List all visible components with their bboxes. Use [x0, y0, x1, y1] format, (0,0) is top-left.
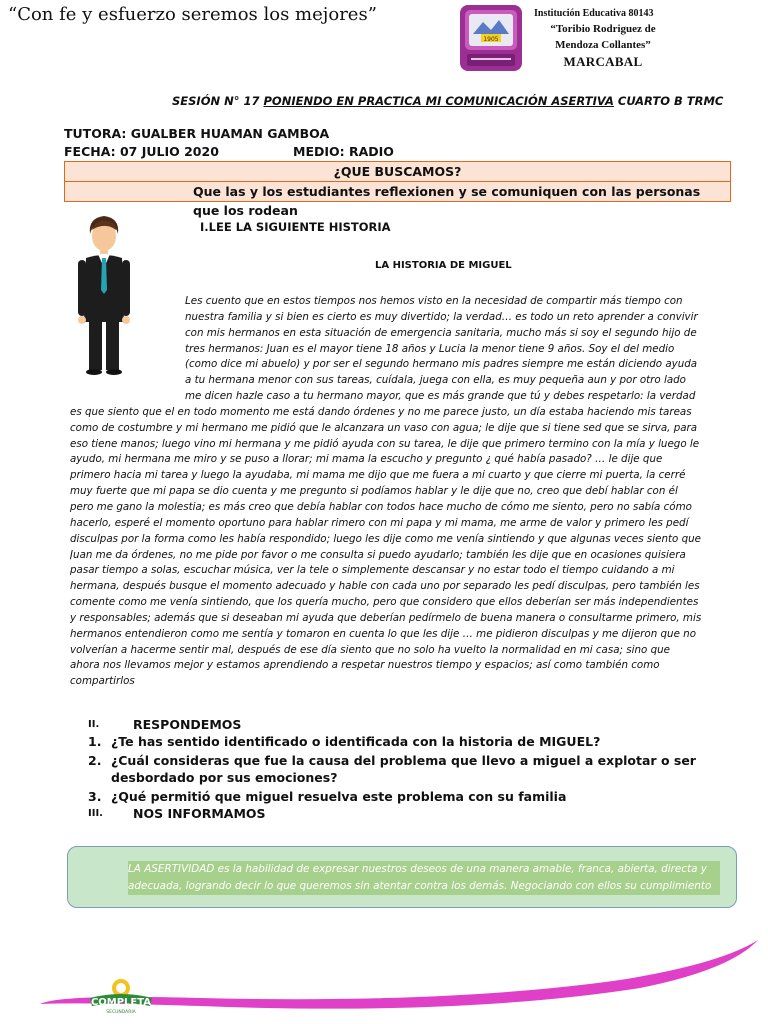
story-line: a tu hermana menor con sus tareas, cuídala, juega con ella, es muy pequeña aun y por otro lado — [185, 374, 686, 387]
questions-section — [88, 716, 728, 822]
definition-box — [67, 846, 737, 908]
story-line: (como dice mi abuelo) y por ser el segundo hermano mis padres siempre me están diciendo ayuda — [185, 358, 698, 371]
question-number: 3. — [88, 789, 102, 804]
section-2-heading-row — [88, 716, 728, 733]
story-title: LA HISTORIA DE MIGUEL — [375, 260, 512, 271]
question-text: ¿Cuál consideras que fue la causa del problema que llevo a miguel a explotar o ser desbordado por sus emociones? — [111, 753, 696, 785]
goal-answer: Que las y los estudiantes reflexionen y se comuniquen con las personas que los rodean — [193, 184, 701, 218]
story-line: como de costumbre y mi hermano me pidió que le alcanzara un vaso con agua; le dije que si tiene sed que se sirva, para — [70, 421, 698, 434]
section-3-number: III. — [88, 808, 103, 819]
story-line: Juan me da órdenes, no me pide por favor o me consulta si puedo ayudarlo; también les dije que en ocasiones quisiera — [70, 548, 686, 561]
school-motto: “Con fe y esfuerzo seremos los mejores” — [8, 4, 377, 25]
story-line: volverían a hacerme sentir mal, después de ese día siento que no solo ha vuelto la normalidad en mi casa; sino que — [70, 643, 670, 656]
tutor-label: TUTORA: GUALBER HUAMAN GAMBOA — [64, 126, 330, 141]
story-line: me dicen hazle caso a tu hermano mayor, que es más grande que tú y debes respetarlo: la verdad — [185, 390, 696, 403]
story-line: tres hermanos: Juan es el mayor tiene 18 años y Lucia la menor tiene 9 años. Soy el del medio — [185, 342, 675, 355]
story-line: disculpas por la forma como les había respondido; luego les dije como me venía sintiendo y que algunas veces siento que — [70, 532, 701, 545]
story-line: es que siento que el en todo momento me está dando órdenes y no me parece justo, un día estaba haciendo mis tareas — [70, 405, 692, 418]
question-number: 1. — [88, 734, 102, 749]
logo-subtext: SECUNDARIA — [106, 1010, 136, 1015]
school-emblem — [459, 4, 523, 72]
question-item — [88, 788, 728, 805]
section-2-heading: RESPONDEMOS — [133, 717, 242, 732]
emblem-year: 1905 — [483, 36, 499, 43]
section-1-heading: I.LEE LA SIGUIENTE HISTORIA — [200, 220, 391, 234]
story-line: compartirlos — [70, 675, 135, 688]
story-line: pasar tiempo a solas, escuchar música, ver la tele o simplemente descansar y no estar todo el tiempo cuidando a mi — [70, 564, 675, 577]
date-label: FECHA: 07 JULIO 2020 — [64, 144, 219, 159]
question-item — [88, 752, 728, 786]
goal-answer-box — [64, 181, 731, 218]
school-name-line1: Institución Educativa 80143 — [534, 8, 654, 19]
story-line: con mis hermanos en esta situación de emergencia sanitaria, mucho más si soy el segundo hijo de — [185, 326, 697, 339]
session-number: SESIÓN N° 17 — [172, 94, 264, 108]
story-line: primero hacia mi tarea y luego la ayudaba, mi mama me dijo que me fuera a mi cuarto y que cierre mi puerta, la cerré — [70, 469, 686, 482]
story-line: pero me gano la molestia; es más creo que debía hablar con todos hace mucho de cómo me siento, pero no sabía cómo — [70, 500, 692, 513]
session-group: CUARTO B TRMC — [613, 94, 724, 108]
story-line: y responsables; además que si deseaban mi ayuda que deberían pedírmelo de buena manera o consultarme primero, mis — [70, 611, 702, 624]
story-line: Les cuento que en estos tiempos nos hemos visto en la necesidad de compartir más tiempo con — [185, 295, 683, 307]
goal-question: ¿QUE BUSCAMOS? — [64, 161, 731, 182]
story-line: eso tiene manos; luego vino mi hermana y me pidió ayuda con su tarea, le dije que primero termino con la mía y luego le — [70, 437, 700, 450]
question-text: ¿Qué permitió que miguel resuelva este problema con su familia — [111, 789, 567, 804]
story-line: muy fuerte que mi papa se dio cuenta y me pregunto si podíamos hablar y le dije que no, creo que debí hablar con él — [70, 485, 678, 498]
session-title — [172, 94, 723, 108]
story-line: nuestra familia y si bien es cierto es muy divertido; la verdad… es todo un reto aprender a convivir — [185, 310, 698, 323]
story-line: hacerlo, esperé el momento oportuno para hablar rimero con mi papa y mi mama, me arme de valor y primero les pedí — [70, 516, 689, 529]
section-2-number: II. — [88, 719, 100, 730]
story-text — [70, 294, 703, 690]
section-3-heading-row — [88, 805, 728, 822]
story-line: ahora nos llevamos mejor y estamos aprendiendo a respetar nuestros tiempo y espacios; así como también como — [70, 659, 660, 672]
assertiveness-definition: LA ASERTIVIDAD es la habilidad de expresar nuestros deseos de una manera amable, franca, abierta, directa y adecuada, logrando decir lo que queremos sin atentar contra los demás. Negociando con ellos su cumplimiento — [128, 861, 720, 895]
logo-text: COMPLETA — [90, 997, 152, 1008]
school-location: MARCABAL — [563, 54, 643, 69]
medium-label: MEDIO: RADIO — [293, 144, 394, 159]
story-line: hermanos entendieron como me sentía y tomaron en cuenta lo que les dije … me pidieron disculpas y me dijeron que no — [70, 627, 697, 640]
story-line: comente como me venía sintiendo, que los quería mucho, pero que considero que ellos deberían ser más independientes — [70, 596, 699, 609]
section-3-heading: NOS INFORMAMOS — [133, 806, 266, 821]
question-text: ¿Te has sentido identificado o identificada con la historia de MIGUEL? — [111, 734, 601, 749]
story-line: ayudo, mi hermana me miro y se puso a llorar; mi mama la escucho y pregunto ¿ qué había pasado? … le dije que — [70, 453, 663, 466]
school-name-line3: Mendoza Collantes” — [555, 39, 651, 51]
school-info — [528, 8, 678, 70]
question-item — [88, 733, 728, 750]
question-number: 2. — [88, 753, 102, 768]
story-line: hermana, después busque el momento adecuado y hable con cada uno por separado les pedí disculpas, pero también les — [70, 580, 700, 593]
completa-logo — [88, 976, 154, 1016]
session-topic: PONIENDO EN PRACTICA MI COMUNICACIÓN ASERTIVA — [263, 94, 614, 108]
school-name-line2: “Toribio Rodriguez de — [550, 23, 656, 35]
